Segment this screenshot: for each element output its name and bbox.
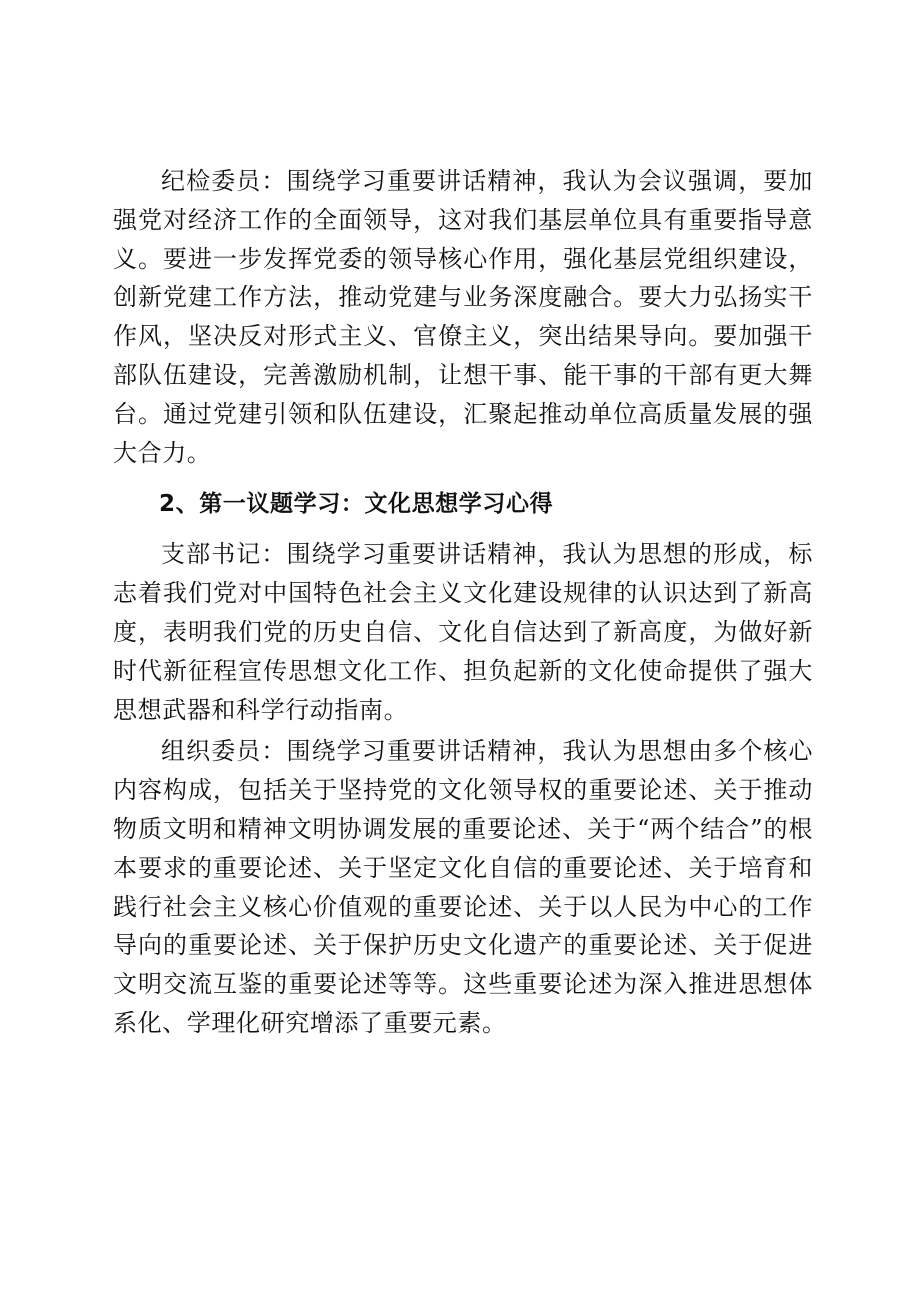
document-body [113,162,813,1043]
paragraph-branch-secretary: 支部书记：围绕学习重要讲话精神，我认为思想的形成，标志着我们党对中国特色社会主义文化建设规律的认识达到了新高度，表明我们党的历史自信、文化自信达到了新高度，为做好新时代新征程宣传思想文化工作、担负起新的文化使命提供了强大思想武器和科学行动指南。 [113,540,813,724]
paragraph-organization-committee: 组织委员：围绕学习重要讲话精神，我认为思想由多个核心内容构成，包括关于坚持党的文化领导权的重要论述、关于推动物质文明和精神文明协调发展的重要论述、关于“两个结合”的根本要求的重要论述、关于坚定文化自信的重要论述、关于培育和践行社会主义核心价值观的重要论述、关于以人民为中心的工作导向的重要论述、关于保护历史文化遗产的重要论述、关于促进文明交流互鉴的重要论述等等。这些重要论述为深入推进思想体系化、学理化研究增添了重要元素。 [113,737,813,1037]
section-heading: 2、第一议题学习：文化思想学习心得 [159,491,554,518]
paragraph-discipline-committee: 纪检委员：围绕学习重要讲话精神，我认为会议强调，要加强党对经济工作的全面领导，这对我们基层单位具有重要指导意义。要进一步发挥党委的领导核心作用，强化基层党组织建设，创新党建工作方法，推动党建与业务深度融合。要大力弘扬实干作风，坚决反对形式主义、官僚主义，突出结果导向。要加强干部队伍建设，完善激励机制，让想干事、能干事的干部有更大舞台。通过党建引领和队伍建设，汇聚起推动单位高质量发展的强大合力。 [113,167,813,467]
